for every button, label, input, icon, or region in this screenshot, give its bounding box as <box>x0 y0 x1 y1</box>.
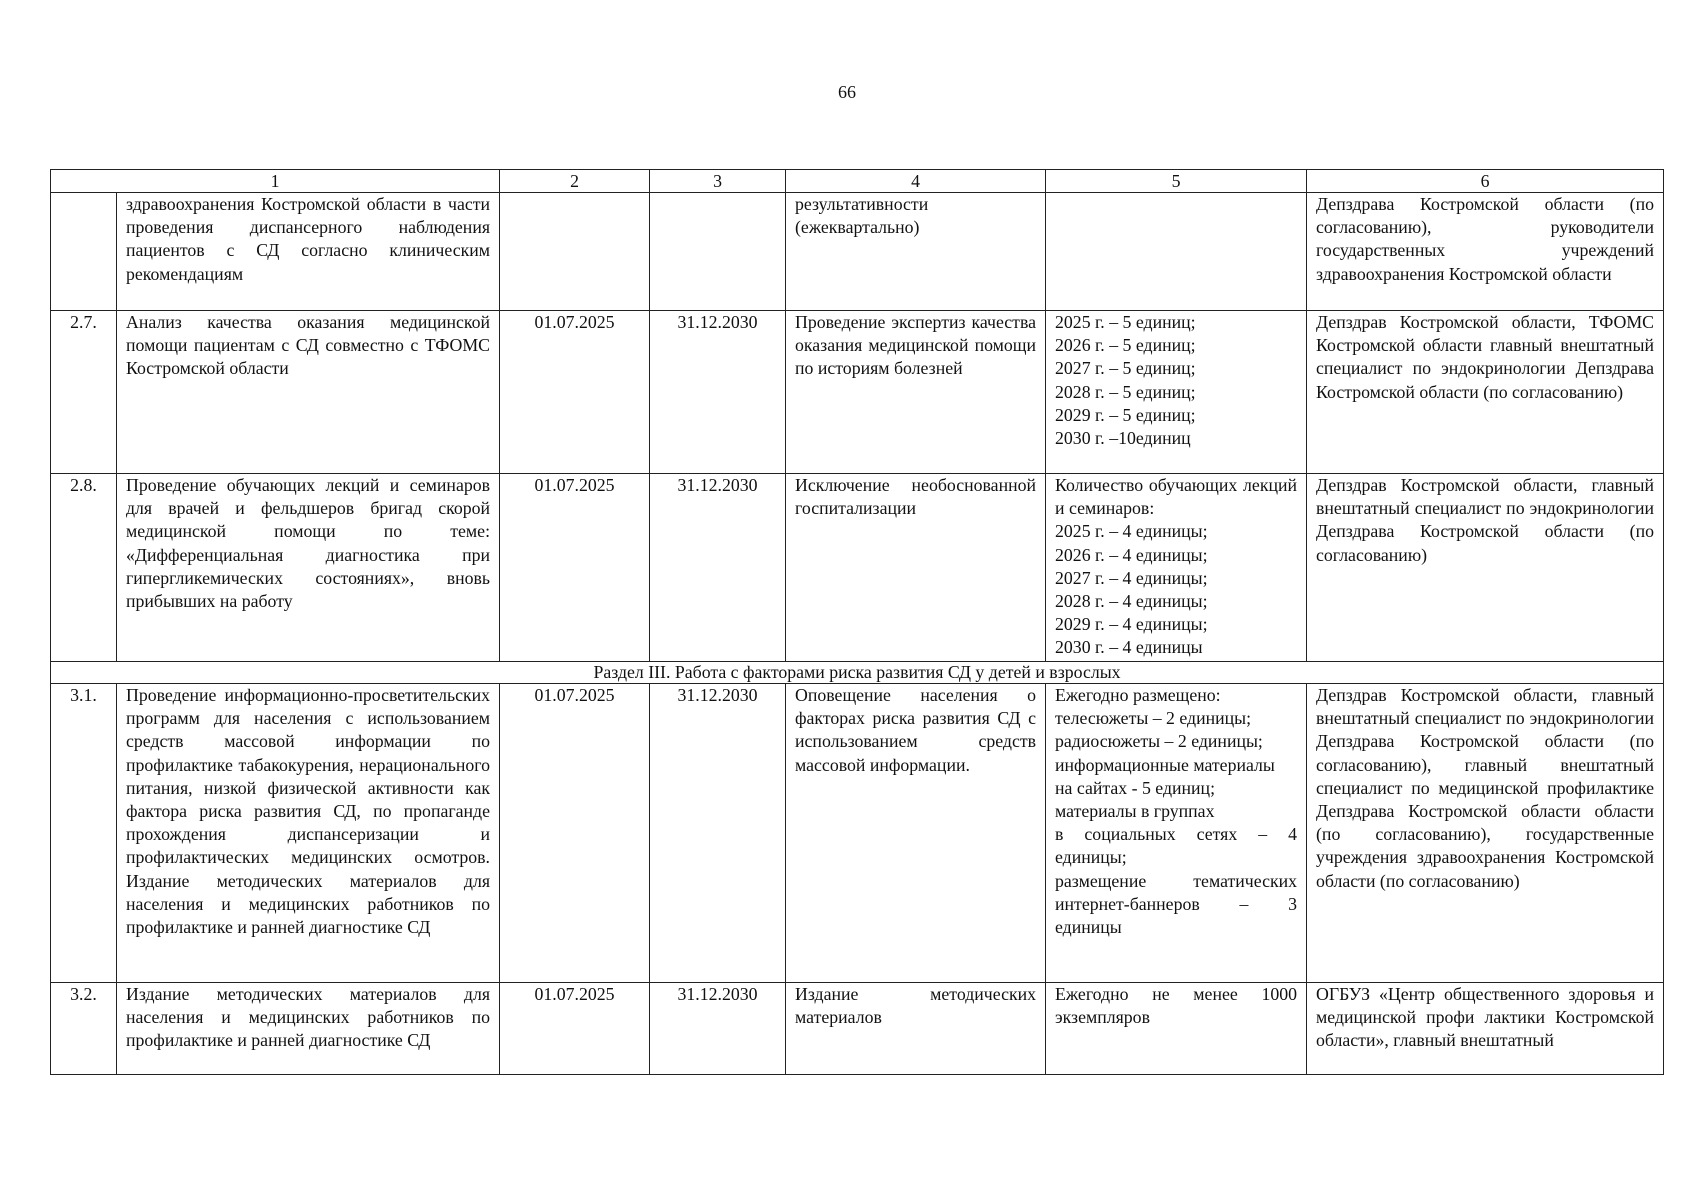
row-end-date: 31.12.2030 <box>650 983 786 1075</box>
row-responsible: Депздрав Костромской области, главный внештатный специалист по эндокринологии Депздрава Костромской области (по согласованию) <box>1307 474 1664 662</box>
row-indicator <box>1046 311 1307 474</box>
indicator-line: Ежегодно размещено: <box>1055 685 1221 705</box>
row-description: здравоохранения Костромской области в части проведения диспансерного наблюдения пациентов с СД согласно клиническим рекомендациям <box>117 193 500 311</box>
table-row <box>51 474 1664 662</box>
indicator-line: Количество обучающих лекций и семинаров: <box>1055 475 1298 519</box>
column-header-4: 4 <box>786 170 1046 193</box>
indicator-line: информационные материалы <box>1055 754 1275 775</box>
row-number: 2.8. <box>51 474 117 662</box>
row-indicator <box>1046 983 1307 1075</box>
column-header-1: 1 <box>51 170 500 193</box>
indicator-line: телесюжеты – 2 единицы; <box>1055 708 1252 729</box>
indicator-line: 2028 г. – 4 единицы; <box>1055 591 1208 612</box>
table-row <box>51 311 1664 474</box>
row-start-date: 01.07.2025 <box>500 474 650 662</box>
row-responsible: Депздрав Костромской области, главный внештатный специалист по эндокринологии Депздрава Костромской области (по согласованию), главный внештатный специалист по медицинской профилактике Депздрава Костромской области области (по согласованию), государственные учреждения здравоохранения Костромской области (по согласованию) <box>1307 684 1664 983</box>
indicator-line: материалы в группах <box>1055 801 1215 822</box>
indicator-line: на сайтах - 5 единиц; <box>1055 777 1216 798</box>
row-indicator <box>1046 193 1307 311</box>
table-row <box>51 193 1664 311</box>
indicator-line: 2026 г. – 5 единиц; <box>1055 335 1196 356</box>
row-number <box>51 193 117 311</box>
indicator-line: 2025 г. – 4 единицы; <box>1055 521 1208 542</box>
indicator-line: 2030 г. – 4 единицы <box>1055 637 1203 658</box>
row-result: Издание методических материалов <box>786 983 1046 1075</box>
row-end-date: 31.12.2030 <box>650 474 786 662</box>
row-responsible: Депздрав Костромской области, ТФОМС Костромской области главный внештатный специалист по эндокринологии Депздрава Костромской области (по согласованию) <box>1307 311 1664 474</box>
indicator-line: Ежегодно не менее 1000 экземпляров <box>1055 984 1298 1028</box>
row-start-date: 01.07.2025 <box>500 983 650 1075</box>
row-result: Проведение экспертиз качества оказания медицинской помощи по историям болезней <box>786 311 1046 474</box>
row-responsible: ОГБУЗ «Центр общественного здоровья и медицинской профи лактики Костромской области», главный внештатный <box>1307 983 1664 1075</box>
column-header-2: 2 <box>500 170 650 193</box>
table-row <box>51 684 1664 983</box>
row-result: результативности (ежеквартально) <box>786 193 1046 311</box>
row-number: 3.1. <box>51 684 117 983</box>
row-result: Исключение необоснованной госпитализации <box>786 474 1046 662</box>
column-header-6: 6 <box>1307 170 1664 193</box>
indicator-line: 2029 г. – 5 единиц; <box>1055 404 1196 425</box>
row-description: Издание методических материалов для населения и медицинских работников по профилактике и ранней диагностике СД <box>117 983 500 1075</box>
table-header-row <box>51 170 1664 193</box>
row-number: 2.7. <box>51 311 117 474</box>
row-description: Проведение обучающих лекций и семинаров для врачей и фельдшеров бригад скорой медицинской помощи по теме: «Дифференциальная диагностика при гипергликемических состояниях», вновь прибывших на работу <box>117 474 500 662</box>
section-title: Раздел III. Работа с факторами риска развития СД у детей и взрослых <box>51 662 1664 684</box>
indicator-line: 2025 г. – 5 единиц; <box>1055 312 1196 332</box>
indicator-line: 2028 г. – 5 единиц; <box>1055 381 1196 402</box>
indicator-line: 2027 г. – 5 единиц; <box>1055 358 1196 379</box>
section-row <box>51 662 1664 684</box>
row-indicator <box>1046 474 1307 662</box>
row-start-date <box>500 193 650 311</box>
column-header-5: 5 <box>1046 170 1307 193</box>
indicator-line: 2030 г. –10единиц <box>1055 428 1191 449</box>
row-description: Анализ качества оказания медицинской помощи пациентам с СД совместно с ТФОМС Костромской области <box>117 311 500 474</box>
row-number: 3.2. <box>51 983 117 1075</box>
indicator-line: размещение тематических интернет-баннеров – 3 единицы <box>1055 870 1298 938</box>
indicator-line: 2029 г. – 4 единицы; <box>1055 614 1208 635</box>
column-header-3: 3 <box>650 170 786 193</box>
table-row <box>51 983 1664 1075</box>
indicator-line: 2027 г. – 4 единицы; <box>1055 567 1208 588</box>
row-start-date: 01.07.2025 <box>500 311 650 474</box>
row-responsible: Депздрава Костромской области (по согласованию), руководители государственных учреждений здравоохранения Костромской области <box>1307 193 1664 311</box>
row-result: Оповещение населения о факторах риска развития СД с использованием средств массовой информации. <box>786 684 1046 983</box>
row-description: Проведение информационно-просветительских программ для населения с использованием средств массовой информации по профилактике табакокурения, нерационального питания, низкой физической активности как фактора риска развития СД, по пропаганде прохождения диспансеризации и профилактических медицинских осмотров. Издание методических материалов для населения и медицинских работников по профилактике и ранней диагностике СД <box>117 684 500 983</box>
indicator-line: 2026 г. – 4 единицы; <box>1055 544 1208 565</box>
indicator-line: радиосюжеты – 2 единицы; <box>1055 731 1263 752</box>
page-number: 66 <box>838 82 856 102</box>
measures-table <box>50 169 1664 1075</box>
row-end-date: 31.12.2030 <box>650 684 786 983</box>
row-indicator <box>1046 684 1307 983</box>
row-end-date: 31.12.2030 <box>650 311 786 474</box>
row-end-date <box>650 193 786 311</box>
row-start-date: 01.07.2025 <box>500 684 650 983</box>
indicator-line: в социальных сетях – 4 единицы; <box>1055 824 1298 868</box>
